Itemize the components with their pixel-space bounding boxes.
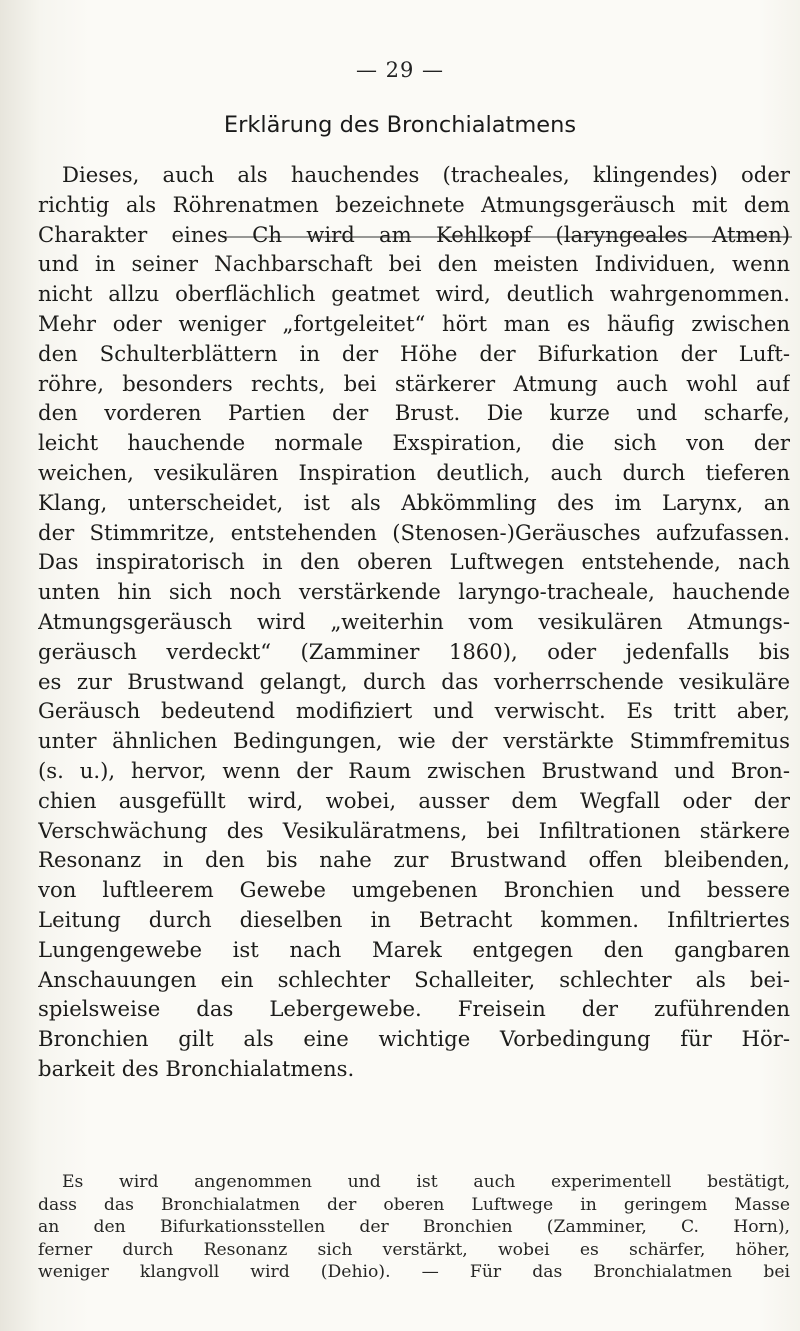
body-line: Anschauungen ein schlechter Schalleiter, schlechter als bei- (38, 966, 790, 992)
small-line: Es wird angenommen und ist auch experimentell bestätigt, (62, 1172, 790, 1192)
body-line: unten hin sich noch verstärkende laryngo-tracheale, hauchende (38, 579, 790, 605)
body-line: Lungengewebe ist nach Marek entgegen den gangbaren (38, 936, 790, 962)
body-line: weichen, vesikulären Inspiration deutlich, auch durch tieferen (38, 459, 790, 485)
body-line: und in seiner Nachbarschaft bei den meisten Individuen, wenn (38, 251, 790, 277)
body-line: leicht hauchende normale Exspiration, die sich von der (38, 430, 790, 456)
page-number: — 29 — (355, 58, 445, 82)
body-line: Bronchien gilt als eine wichtige Vorbedingung für Hör- (38, 1026, 790, 1052)
body-line: Klang, unterscheidet, ist als Abkömmling des im Larynx, an (38, 489, 790, 515)
body-line: richtig als Röhrenatmen bezeichnete Atmungsgeräusch mit dem (38, 191, 790, 217)
body-line: Das inspiratorisch in den oberen Luftwegen entstehende, nach (38, 549, 790, 575)
body-line: geräusch verdeckt“ (Zamminer 1860), oder jedenfalls bis (38, 638, 790, 664)
body-line: barkeit des Bronchialatmens. (38, 1055, 355, 1081)
body-line: Dieses, auch als hauchendes (tracheales, klingendes) oder (62, 162, 790, 187)
body-paragraph (38, 160, 790, 1084)
body-line: Mehr oder weniger „fortgeleitet“ hört man es häufig zwischen (38, 310, 790, 336)
body-line: nicht allzu oberflächlich geatmet wird, deutlich wahrgenommen. (38, 281, 790, 307)
small-line: weniger klangvoll wird (Dehio). — Für das Bronchialatmen bei (38, 1262, 790, 1283)
body-line: röhre, besonders rechts, bei stärkerer Atmung auch wohl auf (38, 370, 790, 396)
small-line: an den Bifurkationsstellen der Bronchien (Zamminer, C. Horn), (38, 1217, 790, 1238)
body-line: Resonanz in den bis nahe zur Brustwand offen bleibenden, (38, 847, 790, 873)
body-line: Geräusch bedeutend modifiziert und verwischt. Es tritt aber, (38, 698, 790, 724)
body-line: spielsweise das Lebergewebe. Freisein der zuführenden (38, 996, 790, 1022)
body-line: Verschwächung des Vesikuläratmens, bei Infiltrationen stärkere (38, 817, 790, 843)
small-print-paragraph (38, 1171, 790, 1284)
body-line: unter ähnlichen Bedingungen, wie der verstärkte Stimmfremitus (38, 728, 790, 754)
small-line: dass das Bronchialatmen der oberen Luftwege in geringem Masse (38, 1194, 790, 1215)
body-line: (s. u.), hervor, wenn der Raum zwischen Brustwand und Bron- (38, 757, 790, 783)
small-line: ferner durch Resonanz sich verstärkt, wobei es schärfer, höher, (38, 1239, 790, 1260)
body-line: es zur Brustwand gelangt, durch das vorherrschende vesikuläre (38, 668, 790, 694)
body-line: der Stimmritze, entstehenden (Stenosen-)Geräusches aufzufassen. (38, 519, 790, 545)
body-line: chien ausgefüllt wird, wobei, ausser dem Wegfall oder der (38, 787, 790, 813)
body-line: von luftleerem Gewebe umgebenen Bronchien und bessere (38, 877, 790, 903)
section-heading: Erklärung des Bronchialatmens (223, 112, 577, 138)
body-line: den Schulterblättern in der Höhe der Bifurkation der Luft- (38, 340, 790, 366)
body-line: Atmungsgeräusch wird „weiterhin vom vesikulären Atmungs- (38, 608, 790, 634)
body-line: Charakter eines Ch wird am Kehlkopf (laryngeales Atmen) (38, 221, 790, 247)
body-line: den vorderen Partien der Brust. Die kurze und scharfe, (38, 400, 790, 426)
body-line: Leitung durch dieselben in Betracht kommen. Infiltriertes (38, 906, 790, 932)
